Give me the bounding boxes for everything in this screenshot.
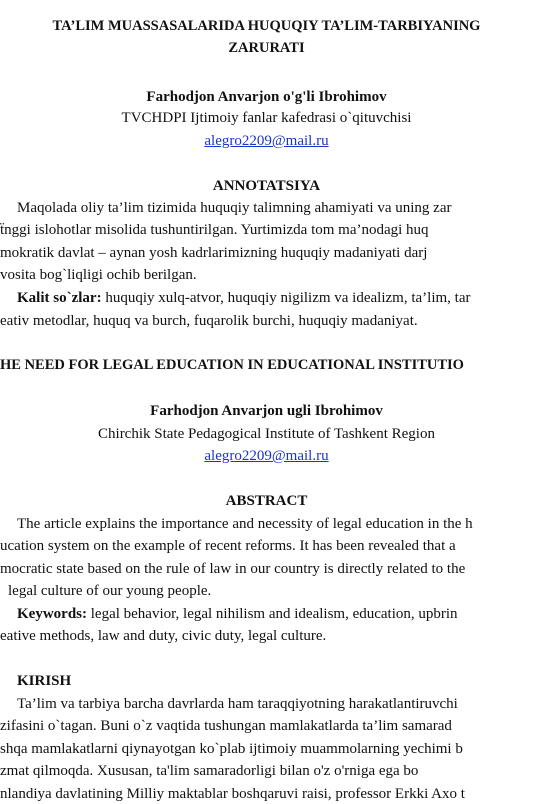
uz-author: Farhodjon Anvarjon o'g'li Ibrohimov — [146, 89, 387, 105]
en-author: Farhodjon Anvarjon ugli Ibrohimov — [150, 403, 383, 419]
en-email-link[interactable]: alegro2209@mail.ru — [204, 448, 329, 464]
uz-abstract-line: Maqolada oliy ta’lim tizimida huquqiy talimning ahamiyati va uning zar — [17, 200, 452, 216]
intro-line: zifasini o`tagan. Buni o`z vaqtida tushungan mamlakatlarda ta’lim samarad — [0, 718, 452, 734]
en-affiliation: Chirchik State Pedagogical Institute of Tashkent Region — [98, 426, 435, 442]
en-abstract-heading: ABSTRACT — [225, 493, 308, 509]
en-abstract-line: ucation system on the example of recent reforms. It has been revealed that a — [0, 538, 456, 554]
uz-title-line-2: ZARURATI — [228, 40, 305, 56]
en-keywords — [17, 604, 458, 624]
en-email-row — [0, 446, 533, 466]
en-abstract-line: mocratic state based on the rule of law in our country is directly related to the — [0, 561, 466, 577]
intro-heading: KIRISH — [17, 673, 72, 689]
en-abstract-line: legal culture of our young people. — [8, 583, 212, 599]
uz-title-line-1: TA’LIM MUASSASALARIDA HUQUQIY TA’LIM-TARBIYANING — [52, 18, 481, 34]
uz-email-row — [0, 131, 533, 151]
uz-abstract-line: ẗnggi islohotlar misolida tushuntirilgan. Yurtimizda tom ma’nodagi huq — [0, 222, 429, 238]
en-abstract-line: The article explains the importance and necessity of legal education in the h — [17, 516, 473, 532]
uz-keywords — [17, 288, 470, 308]
uz-email-link[interactable]: alegro2209@mail.ru — [204, 133, 329, 149]
uz-keywords-continued: eativ metodlar, huquq va burch, fuqarolik burchi, huquqiy madaniyat. — [0, 313, 418, 329]
intro-line: nlandiya davlatining Milliy maktablar boshqaruvi raisi, professor Erkki Axo t — [0, 786, 465, 802]
intro-line: zmat qilmoqda. Xususan, ta'lim samaradorligi bilan o'z o'rniga ega bo — [0, 763, 419, 779]
uz-abstract-heading: ANNOTATSIYA — [212, 178, 321, 194]
uz-abstract-line: vosita bog`liqligi ochib berilgan. — [0, 267, 197, 283]
en-keywords-label: Keywords: — [17, 606, 87, 622]
en-keywords-text: legal behavior, legal nihilism and idealism, education, upbrin — [87, 606, 458, 622]
uz-affiliation: TVCHDPI Ijtimoiy fanlar kafedrasi o`qituvchisi — [121, 110, 412, 126]
intro-line: Ta’lim va tarbiya barcha davrlarda ham taraqqiyotning harakatlantiruvchi — [17, 696, 458, 712]
en-title: HE NEED FOR LEGAL EDUCATION IN EDUCATIONAL INSTITUTIO — [0, 357, 464, 373]
uz-abstract-line: mokratik davlat – aynan yosh kadrlarimizning huquqiy madaniyati darj — [0, 245, 428, 261]
uz-keywords-text: huquqiy xulq-atvor, huquqiy nigilizm va idealizm, ta’lim, tar — [101, 290, 471, 306]
uz-keywords-label: Kalit so`zlar: — [17, 290, 102, 306]
en-keywords-continued: eative methods, law and duty, civic duty, legal culture. — [0, 628, 327, 644]
intro-line: shqa mamlakatlarni qiynayotgan ko`plab ijtimoiy muammolarning yechimi b — [0, 741, 463, 757]
